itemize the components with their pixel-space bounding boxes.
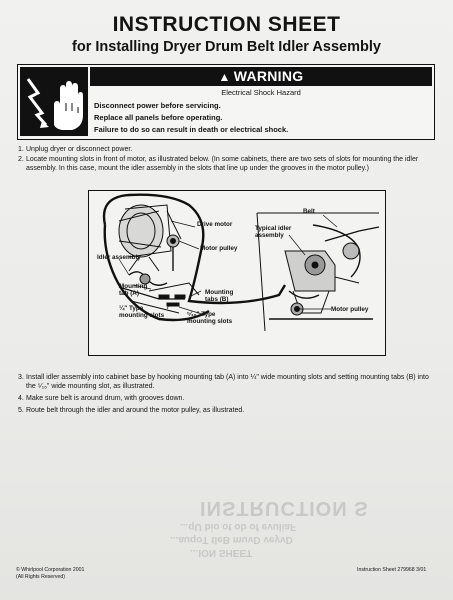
step-number: 1. bbox=[18, 146, 24, 153]
step-item bbox=[18, 406, 438, 415]
warning-box bbox=[17, 64, 435, 140]
label-quarter-inch-slots: ¼" Type mounting slots bbox=[119, 305, 165, 319]
step-number: 2. bbox=[18, 156, 24, 163]
label-typical-idler-assembly: Typical idler assembly bbox=[255, 225, 292, 239]
footer-copyright bbox=[16, 567, 84, 581]
step-item bbox=[18, 145, 438, 154]
warning-line: Failure to do so can result in death or electrical shock. bbox=[94, 125, 289, 134]
step-number: 5. bbox=[18, 407, 24, 414]
label-belt: Belt bbox=[303, 208, 315, 215]
bleed-line-1: ...ION SHEET bbox=[190, 547, 253, 558]
label-five-sixteenth-slots: ⁵⁄₁₆" Type mounting slots bbox=[187, 311, 233, 325]
illustration-drawing bbox=[89, 191, 387, 357]
step-text: Locate mounting slots in front of motor, as illustrated below. (In some cabinets, there are two sets of slots for mounting the idler assembly. In this case, mount the idler assembly in the slots that line up under the grooves in the motor pulley.) bbox=[26, 156, 419, 172]
bleed-line-3: ...qU bio ot ob of evuliaF bbox=[180, 521, 297, 532]
step-text: Unplug dryer or disconnect power. bbox=[26, 146, 133, 153]
footer-sheet-number: Instruction Sheet 279968 3/01 bbox=[357, 567, 427, 573]
step-item bbox=[18, 394, 438, 403]
reverse-side-bleed-through bbox=[160, 488, 430, 558]
copyright-text: © Whirlpool Corporation 2001 bbox=[16, 567, 85, 573]
warning-triangle-icon: ▲ bbox=[218, 70, 231, 84]
warning-header bbox=[90, 67, 432, 86]
warning-line: Disconnect power before servicing. bbox=[94, 101, 221, 110]
electric-shock-hand-icon bbox=[20, 67, 88, 136]
label-mounting-tabs-b: Mounting tabs (B) bbox=[205, 289, 234, 303]
rights-text: (All Rights Reserved) bbox=[16, 574, 66, 580]
warning-line: Replace all panels before operating. bbox=[94, 113, 223, 122]
warning-header-text: WARNING bbox=[233, 68, 304, 84]
page-title: INSTRUCTION SHEET bbox=[112, 13, 341, 36]
page-subtitle: for Installing Dryer Drum Belt Idler Assembly bbox=[72, 39, 381, 55]
label-drive-motor: Drive motor bbox=[197, 221, 233, 228]
hazard-type: Electrical Shock Hazard bbox=[221, 88, 301, 97]
step-number: 4. bbox=[18, 395, 24, 402]
step-number: 3. bbox=[18, 374, 24, 381]
step-text: Make sure belt is around drum, with grooves down. bbox=[26, 395, 185, 402]
bleed-line-4: INSTRUCTION S bbox=[200, 497, 369, 519]
warning-lines bbox=[94, 100, 288, 136]
steps-top bbox=[18, 145, 438, 174]
step-text: Route belt through the idler and around the motor pulley, as illustrated. bbox=[26, 407, 245, 414]
bleed-line-2: ...auqoT tleB muvD veyvD bbox=[170, 534, 293, 545]
label-motor-pulley-right: Motor pulley bbox=[331, 306, 369, 313]
label-idler-assembly: Idler assembly bbox=[97, 254, 141, 261]
label-motor-pulley: Motor pulley bbox=[200, 245, 238, 252]
steps-bottom bbox=[18, 373, 438, 418]
installation-illustration bbox=[88, 190, 386, 356]
step-item bbox=[18, 373, 438, 391]
label-mounting-tab-a: Mounting tab (A) bbox=[119, 283, 148, 297]
step-item bbox=[18, 155, 438, 173]
step-text: Install idler assembly into cabinet base by hooking mounting tab (A) into ¼" wide mounting slots and setting mounting tabs (B) into the ⁵⁄₁₆" wide mounting slot, as illustrated. bbox=[26, 374, 429, 390]
